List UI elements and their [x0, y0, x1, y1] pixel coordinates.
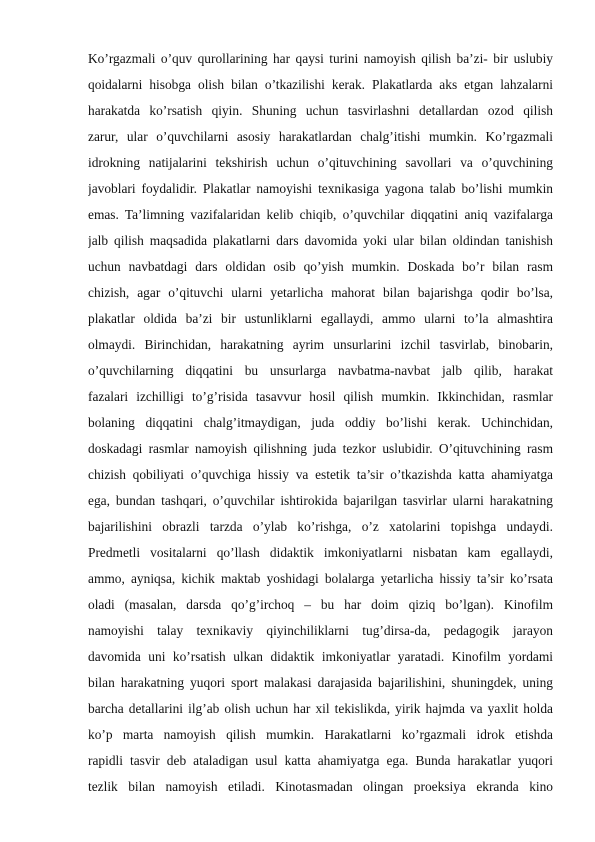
- text-line: Ko’rgazmali o’quv qurollarining har qaysi turini namoyish qilish ba’zi- bir uslubiy: [88, 51, 553, 66]
- text-line: qoidalarni hisobga olish bilan o’tkazilishi kerak. Plakatlarda aks etgan lahzalarni: [88, 77, 553, 92]
- text-line: zarur, ular o’quvchilarni asosiy harakatlardan chalg’itishi mumkin. Ko’rgazmali: [88, 129, 553, 144]
- text-line: bilan harakatning yuqori sport malakasi darajasida bajarilishini, shuningdek, uning: [88, 675, 553, 690]
- text-line: rapidli tasvir deb ataladigan usul katta ahamiyatga ega. Bunda harakatlar yuqori: [88, 753, 553, 768]
- text-line: emas. Ta’limning vazifalaridan kelib chiqib, o’quvchilar diqqatini aniq vazifalarga: [88, 207, 553, 222]
- text-line: doskadagi rasmlar namoyish qilishning juda tezkor uslubidir. O’qituvchining rasm: [88, 441, 553, 456]
- text-line: javoblari foydalidir. Plakatlar namoyishi texnikasiga yagona talab bo’lishi mumkin: [88, 181, 553, 196]
- text-line: bajarilishini obrazli tarzda o’ylab ko’rishga, o’z xatolarini topishga undaydi.: [88, 519, 553, 534]
- text-line: chizish, agar o’qituvchi ularni yetarlicha mahorat bilan bajarishga qodir bo’lsa,: [88, 285, 553, 300]
- text-line: idrokning natijalarini tekshirish uchun o’qituvchining savollari va o’quvchining: [88, 155, 553, 170]
- text-line: uchun navbatdagi dars oldidan osib qo’yish mumkin. Doskada bo’r bilan rasm: [88, 259, 553, 274]
- text-line: olmaydi. Birinchidan, harakatning ayrim unsurlarini izchil tasvirlab, binobarin,: [88, 337, 553, 352]
- text-line: oladi (masalan, darsda qo’g’irchoq – bu har doim qiziq bo’lgan). Kinofilm: [88, 597, 553, 612]
- text-line: harakatda ko’rsatish qiyin. Shuning uchun tasvirlashni detallardan ozod qilish: [88, 103, 553, 118]
- text-line: fazalari izchilligi to’g’risida tasavvur hosil qilish mumkin. Ikkinchidan, rasmlar: [88, 389, 553, 404]
- text-line: o’quvchilarning diqqatini bu unsurlarga navbatma-navbat jalb qilib, harakat: [88, 363, 553, 378]
- text-line: ko’p marta namoyish qilish mumkin. Harakatlarni ko’rgazmali idrok etishda: [88, 727, 553, 742]
- text-line: davomida uni ko’rsatish ulkan didaktik imkoniyatlar yaratadi. Kinofilm yordami: [88, 649, 553, 664]
- text-line: ammo, ayniqsa, kichik maktab yoshidagi bolalarga yetarlicha hissiy ta’sir ko’rsata: [88, 571, 553, 586]
- text-line: Predmetli vositalarni qo’llash didaktik imkoniyatlarni nisbatan kam egallaydi,: [88, 545, 553, 560]
- text-line: jalb qilish maqsadida plakatlarni dars davomida yoki ular bilan oldindan tanishish: [88, 233, 553, 248]
- text-line: barcha detallarini ilg’ab olish uchun har xil tekislikda, yirik hajmda va yaxlit holda: [88, 701, 553, 716]
- text-line: ega, bundan tashqari, o’quvchilar ishtirokida bajarilgan tasvirlar ularni harakatning: [88, 493, 553, 508]
- text-line: plakatlar oldida ba’zi bir ustunliklarni egallaydi, ammo ularni to’la almashtira: [88, 311, 553, 326]
- body-paragraph: [88, 46, 553, 800]
- text-line: bolaning diqqatini chalg’itmaydigan, juda oddiy bo’lishi kerak. Uchinchidan,: [88, 415, 553, 430]
- text-line: tezlik bilan namoyish etiladi. Kinotasmadan olingan proeksiya ekranda kino: [88, 779, 553, 794]
- text-line: chizish qobiliyati o’quvchiga hissiy va estetik ta’sir o’tkazishda katta ahamiyatga: [88, 467, 553, 482]
- text-line: namoyishi talay texnikaviy qiyinchiliklarni tug’dirsa-da, pedagogik jarayon: [88, 623, 553, 638]
